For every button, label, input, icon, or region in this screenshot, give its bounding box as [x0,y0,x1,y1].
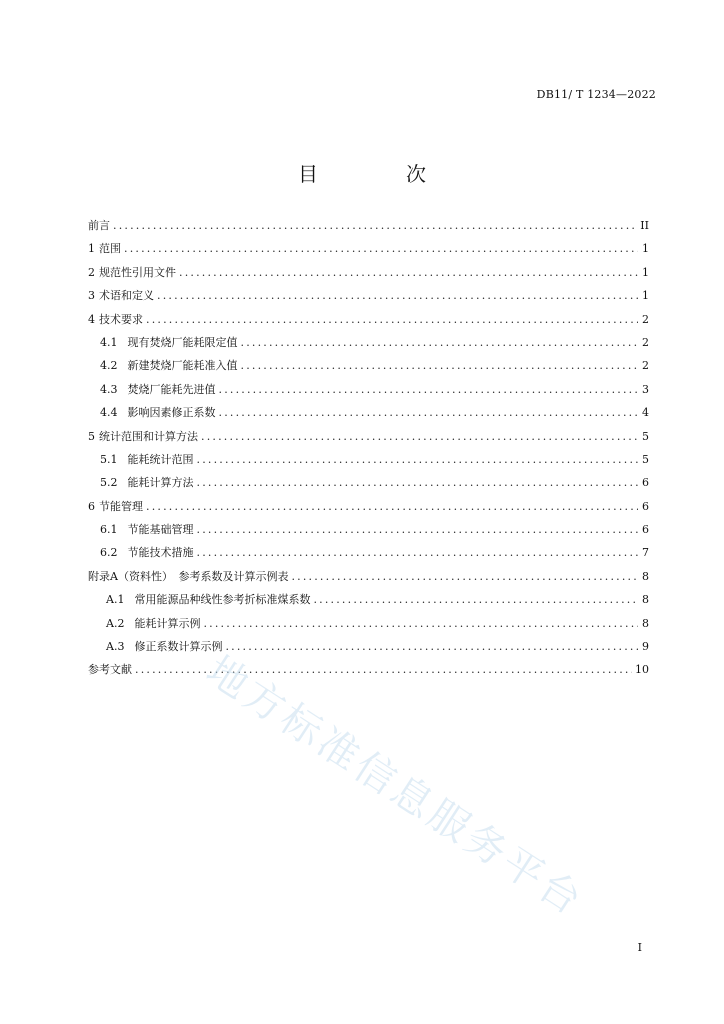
toc-entry[interactable] [88,428,649,451]
toc-entry-label: 焚烧厂能耗先进值 [127,382,216,396]
toc-dot-leader [124,242,638,255]
toc-entry-page: 2 [642,335,649,349]
toc-entry-page: 8 [642,593,649,607]
toc-dot-leader [241,336,639,349]
toc-entry-number: 5 [88,429,95,443]
toc-entry-label: 修正系数计算示例 [134,640,223,654]
toc-entry-number: 4 [88,312,95,326]
toc-dot-leader [241,359,639,372]
toc-dot-leader [113,219,637,232]
toc-entry[interactable] [88,498,649,521]
toc-dot-leader [219,383,639,396]
toc-entry-label: 能耗统计范围 [127,452,194,466]
toc-dot-leader [313,593,638,606]
toc-entry-number: 6.2 [100,546,118,560]
toc-entry-page: 2 [642,359,649,373]
toc-entry-number: A.3 [106,640,125,654]
toc-entry-page: 5 [642,429,649,443]
toc-entry-label: 影响因素修正系数 [127,406,216,420]
toc-entry-label: 前言 [88,219,110,232]
toc-entry-number: 1 [88,242,95,256]
toc-entry-page: 6 [642,476,649,490]
toc-entry-label: 常用能源品种线性参考折标准煤系数 [134,593,311,607]
toc-entry-page: 1 [642,265,649,279]
toc-entry-number: 5.2 [100,476,118,490]
toc-dot-leader [225,640,638,653]
toc-dot-leader [179,266,638,279]
toc-entry-number: 6.1 [100,523,118,537]
toc-dot-leader [157,289,638,302]
toc-entry-label: 能耗计算方法 [127,476,194,490]
toc-entry[interactable] [88,311,649,334]
toc-entry[interactable] [88,615,649,638]
toc-dot-leader [146,500,638,513]
toc-dot-leader [219,406,639,419]
toc-entry-page: 2 [642,312,649,326]
toc-entry-page: 6 [642,523,649,537]
toc-entry[interactable] [88,240,649,263]
toc-dot-leader [146,313,638,326]
toc-entry-page: 6 [642,499,649,513]
watermark: 地方标准信息服务平台 [198,647,593,926]
toc-entry-label: 术语和定义 [99,289,154,303]
toc-entry-label: 技术要求 [99,312,143,326]
toc-entry-label: 能耗计算示例 [134,616,201,630]
toc-dot-leader [197,476,639,489]
toc-entry-label: 节能基础管理 [127,523,194,537]
toc-entry-page: 8 [642,569,649,583]
toc-entry-label: 现有焚烧厂能耗限定值 [127,335,238,349]
page-title: 目 次 [298,162,460,186]
toc-entry-number: 2 [88,265,95,279]
toc-entry[interactable] [88,334,649,357]
toc-entry-page: 1 [642,289,649,303]
toc-entry-number: A.1 [106,593,125,607]
toc-entry[interactable] [88,287,649,310]
toc-entry-number: 6 [88,499,95,513]
toc-entry-label: 节能管理 [99,499,143,513]
toc-entry-label: 范围 [99,242,121,256]
toc-entry-label: 统计范围和计算方法 [99,429,198,443]
toc-entry-page: 4 [642,406,649,420]
document-code: DB11/ T 1234—2022 [536,88,656,101]
toc-entry[interactable] [88,381,649,404]
toc-dot-leader [197,453,639,466]
toc-entry-label: 参考文献 [88,663,132,677]
toc-entry-page: 10 [635,663,649,677]
table-of-contents [88,217,649,685]
toc-entry-number: A.2 [106,616,125,630]
toc-entry-page: 8 [642,616,649,630]
toc-entry-label: 附录A（资料性） 参考系数及计算示例表 [88,569,289,583]
toc-dot-leader [197,523,639,536]
toc-entry-number: 5.1 [100,452,118,466]
toc-entry-number: 4.2 [100,359,118,373]
toc-entry-number: 4.4 [100,406,118,420]
toc-entry-number: 4.3 [100,382,118,396]
toc-dot-leader [201,430,638,443]
toc-entry-number: 4.1 [100,335,118,349]
toc-entry-page: II [640,219,649,232]
toc-entry-label: 新建焚烧厂能耗准入值 [127,359,238,373]
toc-entry[interactable] [88,521,649,544]
toc-dot-leader [197,546,639,559]
toc-entry-page: 9 [642,640,649,654]
toc-entry[interactable] [88,474,649,497]
page-number: I [637,941,642,954]
toc-entry-label: 节能技术措施 [127,546,194,560]
toc-entry-page: 1 [642,242,649,256]
toc-entry-page: 3 [642,382,649,396]
toc-dot-leader [291,570,638,583]
toc-entry[interactable] [88,661,649,684]
toc-dot-leader [203,617,638,630]
toc-entry[interactable] [88,568,649,591]
toc-entry[interactable] [88,638,649,661]
toc-entry-number: 3 [88,289,95,303]
toc-entry[interactable] [88,264,649,287]
toc-dot-leader [135,663,632,676]
toc-entry[interactable] [88,544,649,567]
toc-entry[interactable] [88,217,649,240]
toc-entry[interactable] [88,591,649,614]
toc-entry[interactable] [88,357,649,380]
toc-entry-page: 5 [642,452,649,466]
toc-entry[interactable] [88,451,649,474]
toc-entry-page: 7 [642,546,649,560]
toc-entry[interactable] [88,404,649,427]
toc-entry-label: 规范性引用文件 [99,265,176,279]
